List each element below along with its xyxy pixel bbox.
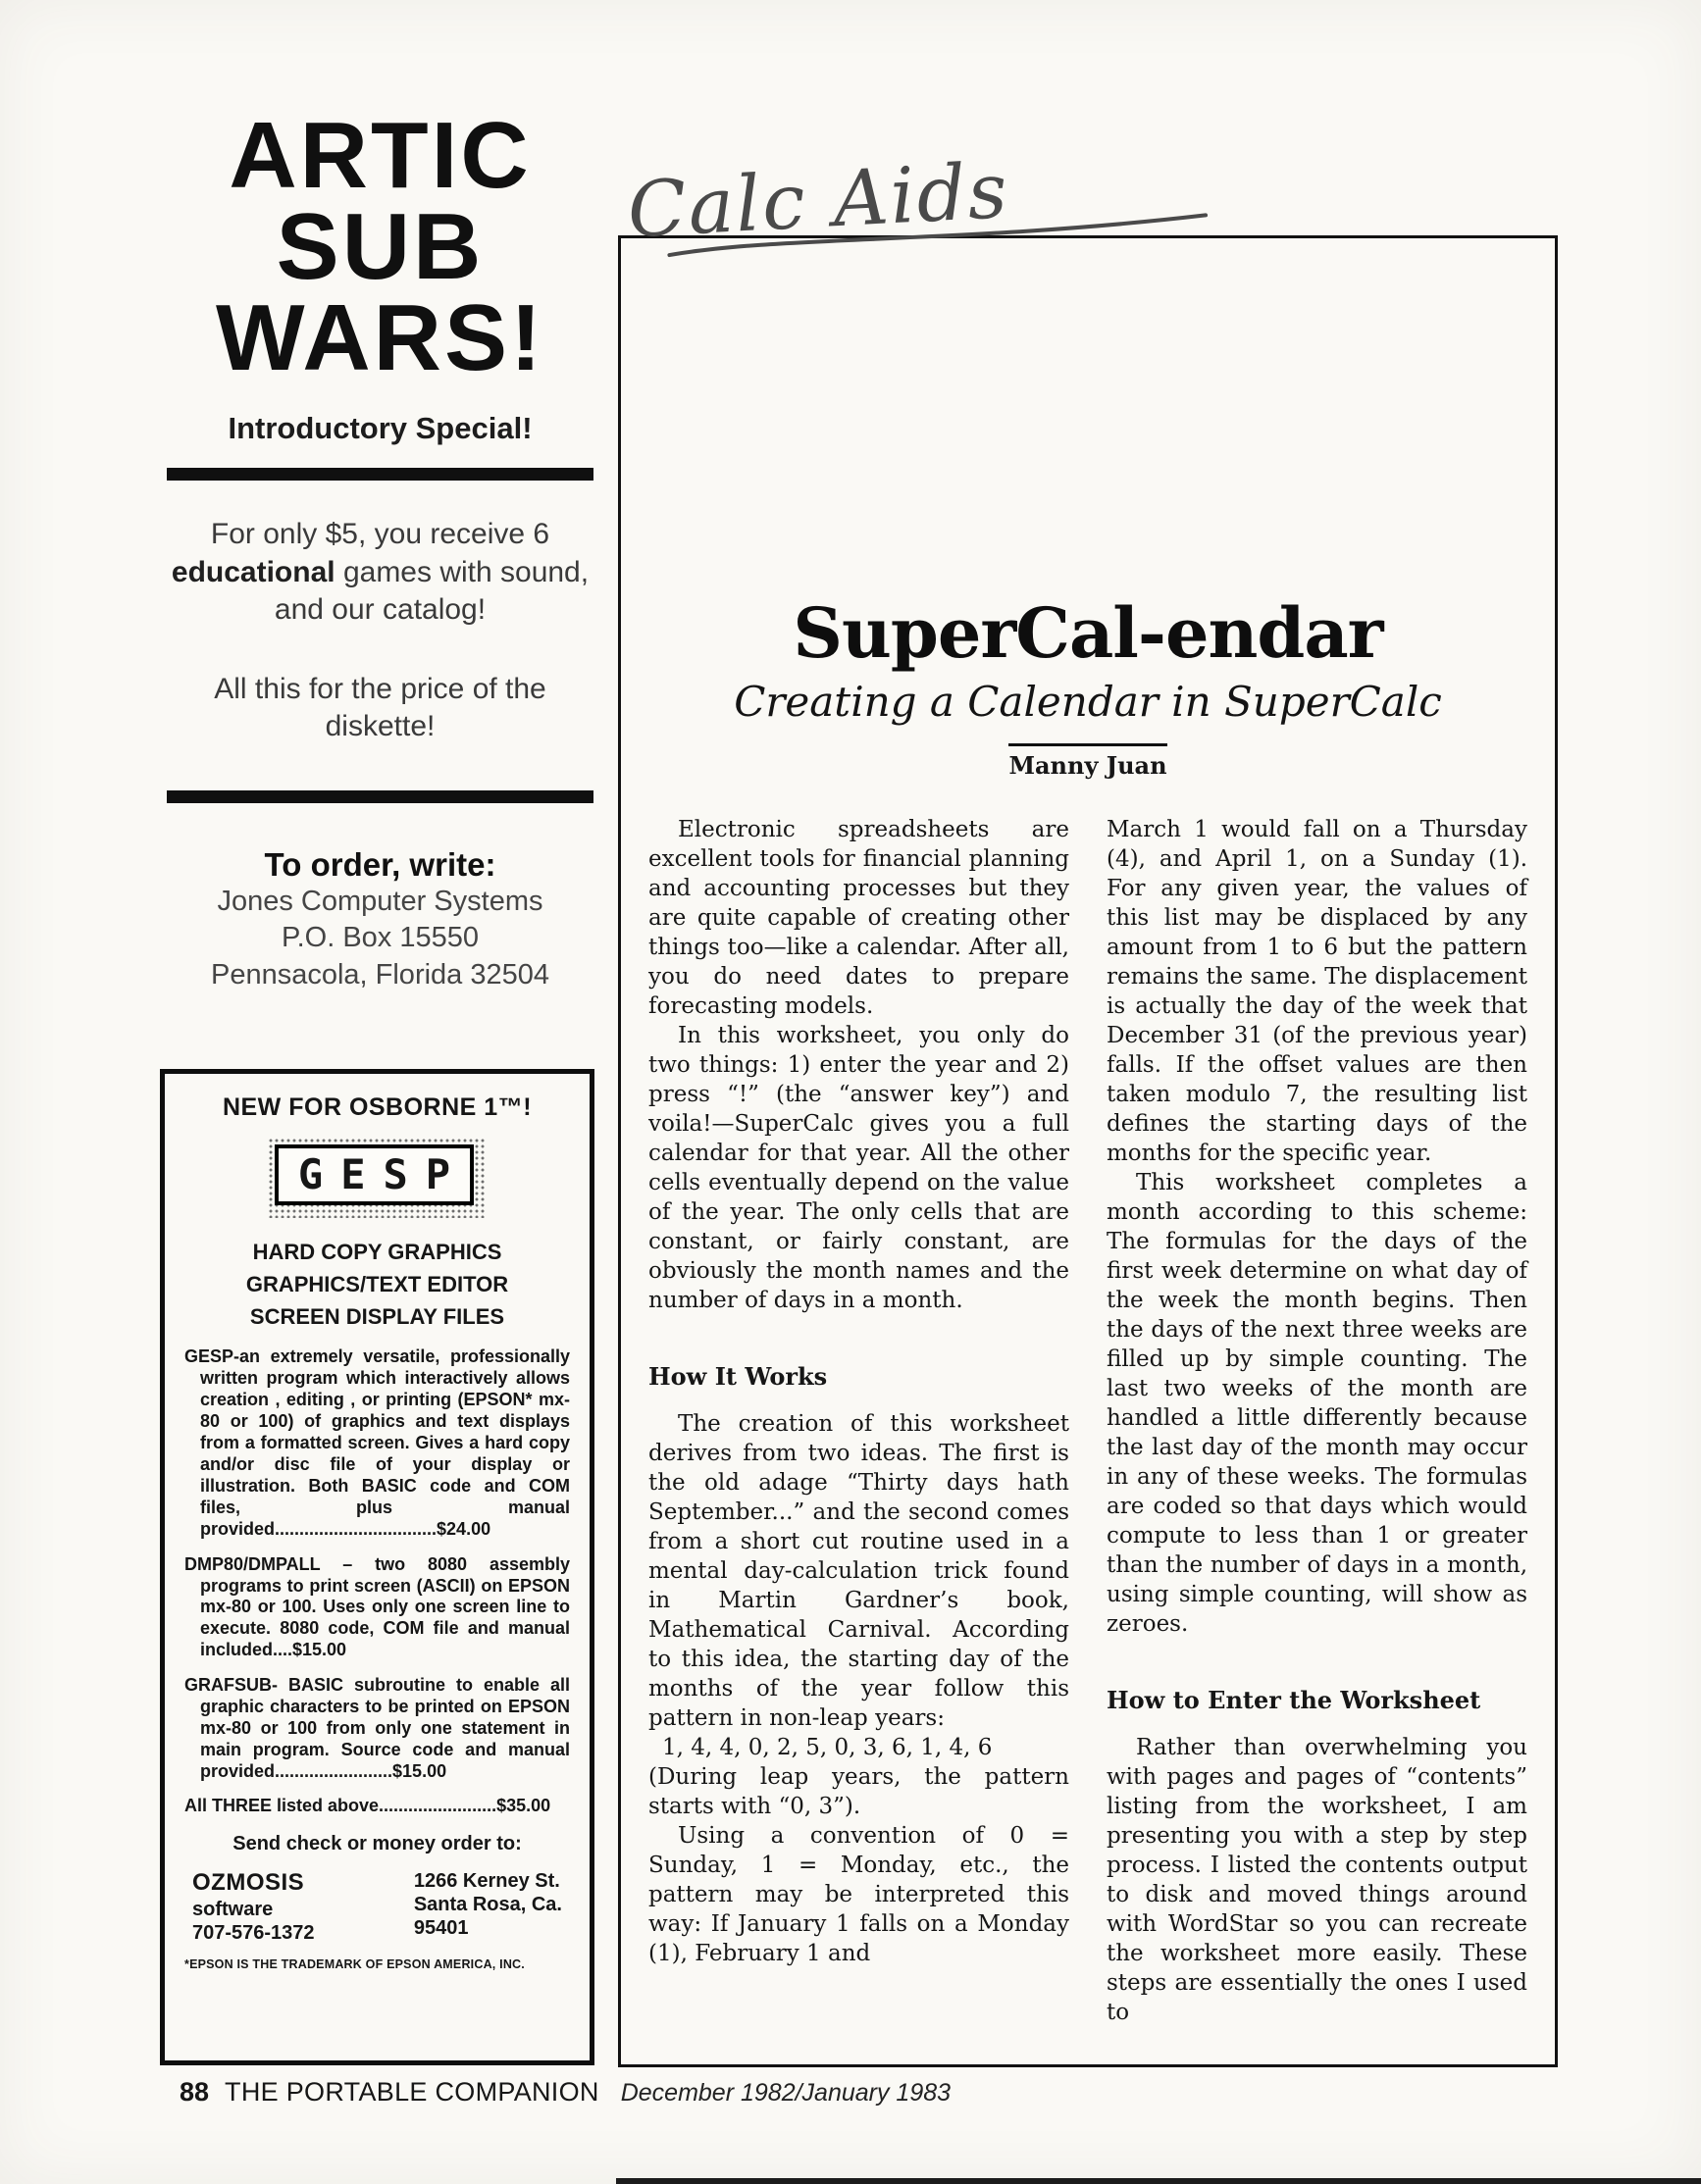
ad-artic-offer bbox=[167, 516, 593, 629]
paragraph-creation: The creation of this worksheet derives from two ideas. The first is the old adage “Thirty days hath September...” and the second comes from a short cut routine used in a mental day-calculation trick found in Martin Gardner’s book, Mathematical Carnival. According to this idea, the starting day of the months of the year follow this pattern in non-leap years: bbox=[648, 1410, 1069, 1731]
article-columns bbox=[621, 780, 1555, 2027]
ad-artic-order-pobox: P.O. Box 15550 bbox=[281, 922, 479, 954]
ad-artic-title-line1: ARTIC bbox=[229, 103, 532, 208]
article-supercalendar bbox=[618, 235, 1558, 2067]
gesp-logo-halftone bbox=[268, 1138, 487, 1218]
paragraph-continuation: March 1 would fall on a Thursday (4), and April 1, on a Sunday (1). For any given year, the values of this list may be displaced by any amount from 1 to 6 but the pattern remains the same. The displacement is actually the day of the week that December 31 (of the previous year) falls. If the offset values are then taken modulo 7, the resulting list defines the starting days of the months for the specific year. bbox=[1107, 816, 1527, 1166]
article-subtitle: Creating a Calendar in SuperCalc bbox=[734, 677, 1442, 726]
scan-artifact-bar bbox=[616, 2178, 1701, 2184]
ad-gesp-osborne bbox=[160, 1069, 594, 2065]
handwriting-text: Calc Aids bbox=[625, 146, 1011, 256]
gesp-company-phone: 707-576-1372 bbox=[192, 1921, 315, 1944]
section-heading-how-to-enter: How to Enter the Worksheet bbox=[1107, 1685, 1481, 1714]
ad-artic-order-city: Pennsacola, Florida 32504 bbox=[210, 958, 549, 990]
article-header bbox=[621, 592, 1555, 780]
gesp-feature-list bbox=[184, 1236, 570, 1333]
gesp-company-address bbox=[414, 1869, 562, 1945]
gesp-addr-zip: 95401 bbox=[413, 1917, 469, 1940]
ad-artic-title-line3: WARS! bbox=[216, 285, 544, 391]
paragraph-leap-years: (During leap years, the pattern starts with “0, 3”). bbox=[648, 1763, 1069, 1819]
article-column-2 bbox=[1107, 815, 1527, 2027]
paragraph-worksheet: In this worksheet, you only do two things: 1) enter the year and 2) press “!” (the “answer key”) and voila!—SuperCalc gives you a full calendar for that year. All the other cells eventually depend on the value of the year. The only cells that are constant, or fairly constant, are obviously the month names and the number of days in a month. bbox=[648, 1022, 1069, 1313]
ad-artic-title-line2: SUB bbox=[276, 194, 485, 300]
gesp-company-name: OZMOSIS bbox=[192, 1869, 305, 1897]
ad-artic-subtitle: Introductory Special! bbox=[228, 411, 533, 446]
gesp-product-gesp: GESP-an extremely versatile, professionally written program which interactively allows creation , editing , or printing (EPSON* mx-80 or 100) of graphics and text displays from a formatted screen. Gives a hard copy and/or disc file of your display or illustration. Both BASIC code and COM files, plus manual provided.................................$24.00 bbox=[184, 1346, 570, 1539]
offer-text-pre: For only $5, you receive 6 bbox=[210, 518, 550, 551]
paragraph-convention: Using a convention of 0 = Sunday, 1 = Monday, etc., the pattern may be interpreted this way: If January 1 falls on a Monday (1), February 1 and bbox=[648, 1822, 1069, 1966]
gesp-product-grafsub: GRAFSUB- BASIC subroutine to enable all graphic characters to be printed on EPSON mx-80 or 100 from only one statement in main program. Source code and manual provided........................$15.00 bbox=[184, 1675, 570, 1782]
gesp-all-three-price: All THREE listed above........................$35.00 bbox=[184, 1796, 551, 1816]
gesp-company-sub: software bbox=[192, 1898, 274, 1920]
article-byline-row bbox=[621, 726, 1555, 780]
gesp-trademark-footnote: *EPSON IS THE TRADEMARK OF EPSON AMERICA, INC. bbox=[184, 1956, 525, 1971]
magazine-name: THE PORTABLE COMPANION bbox=[225, 2077, 599, 2107]
ad-artic-sub-wars bbox=[167, 103, 593, 993]
pattern-values: 1, 4, 4, 0, 2, 5, 0, 3, 6, 1, 4, 6 bbox=[662, 1734, 993, 1760]
gesp-send-to: Send check or money order to: bbox=[232, 1833, 522, 1855]
paragraph-intro: Electronic spreadsheets are excellent tools for financial planning and accounting processes but they are quite capable of creating other things too—like a calendar. After all, you do need dates to prepare forecasting models. bbox=[648, 816, 1069, 1019]
article-byline: Manny Juan bbox=[1008, 743, 1166, 780]
ad-artic-order-heading: To order, write: bbox=[264, 846, 496, 884]
gesp-company-left bbox=[192, 1869, 315, 1945]
gesp-product-dmp80: DMP80/DMPALL – two 8080 assembly programs to print screen (ASCII) on EPSON mx-80 or 100. Uses only one screen line to execute. 8080 code, COM file and manual included....$15.00 bbox=[184, 1553, 570, 1660]
ad-artic-offer2: All this for the price of the diskette! bbox=[214, 672, 546, 742]
gesp-feature-screen: SCREEN DISPLAY FILES bbox=[249, 1304, 505, 1329]
page-footer bbox=[180, 2077, 951, 2108]
gesp-company-block bbox=[184, 1869, 570, 1945]
ad-artic-order-company: Jones Computer Systems bbox=[217, 886, 543, 918]
gesp-logo-row bbox=[184, 1138, 570, 1218]
offer-text-post: games with sound, and our catalog! bbox=[274, 555, 590, 627]
divider-bar-bottom bbox=[167, 790, 593, 803]
offer-text-bold: educational bbox=[171, 555, 335, 588]
issue-date: December 1982/January 1983 bbox=[620, 2079, 952, 2107]
article-title: SuperCal-endar bbox=[793, 592, 1383, 674]
ad-gesp-heading: NEW FOR OSBORNE 1™! bbox=[222, 1093, 533, 1121]
article-column-1 bbox=[648, 815, 1069, 2027]
paragraph-enter-worksheet: Rather than overwhelming you with pages and pages of “contents” listing from the worksheet, I am presenting you with a step by step process. I listed the contents output to disk and moved things around with WordStar so you can recreate the worksheet more easily. These steps are essentially the ones I used to bbox=[1107, 1734, 1527, 2025]
page-number: 88 bbox=[180, 2077, 210, 2107]
ad-artic-title bbox=[167, 103, 593, 391]
gesp-feature-editor: GRAPHICS/TEXT EDITOR bbox=[245, 1272, 509, 1296]
gesp-logo: GESP bbox=[275, 1144, 474, 1205]
gesp-addr-street: 1266 Kerney St. bbox=[413, 1870, 560, 1893]
divider-bar-top bbox=[167, 468, 593, 481]
section-heading-how-it-works: How It Works bbox=[648, 1361, 828, 1391]
paragraph-scheme: This worksheet completes a month according to this scheme: The formulas for the days of the first week determine on what day of the week the month begins. Then the days of the next three weeks are filled up by simple counting. The last two weeks of the month are handled a little differently because the last day of the month may occur in any of these weeks. The formulas are coded so that days which would compute to less than 1 or greater than the number of days in a month, using simple counting, will show as zeroes. bbox=[1107, 1169, 1527, 1637]
gesp-feature-hardcopy: HARD COPY GRAPHICS bbox=[252, 1240, 502, 1264]
gesp-addr-city: Santa Rosa, Ca. bbox=[413, 1894, 562, 1916]
